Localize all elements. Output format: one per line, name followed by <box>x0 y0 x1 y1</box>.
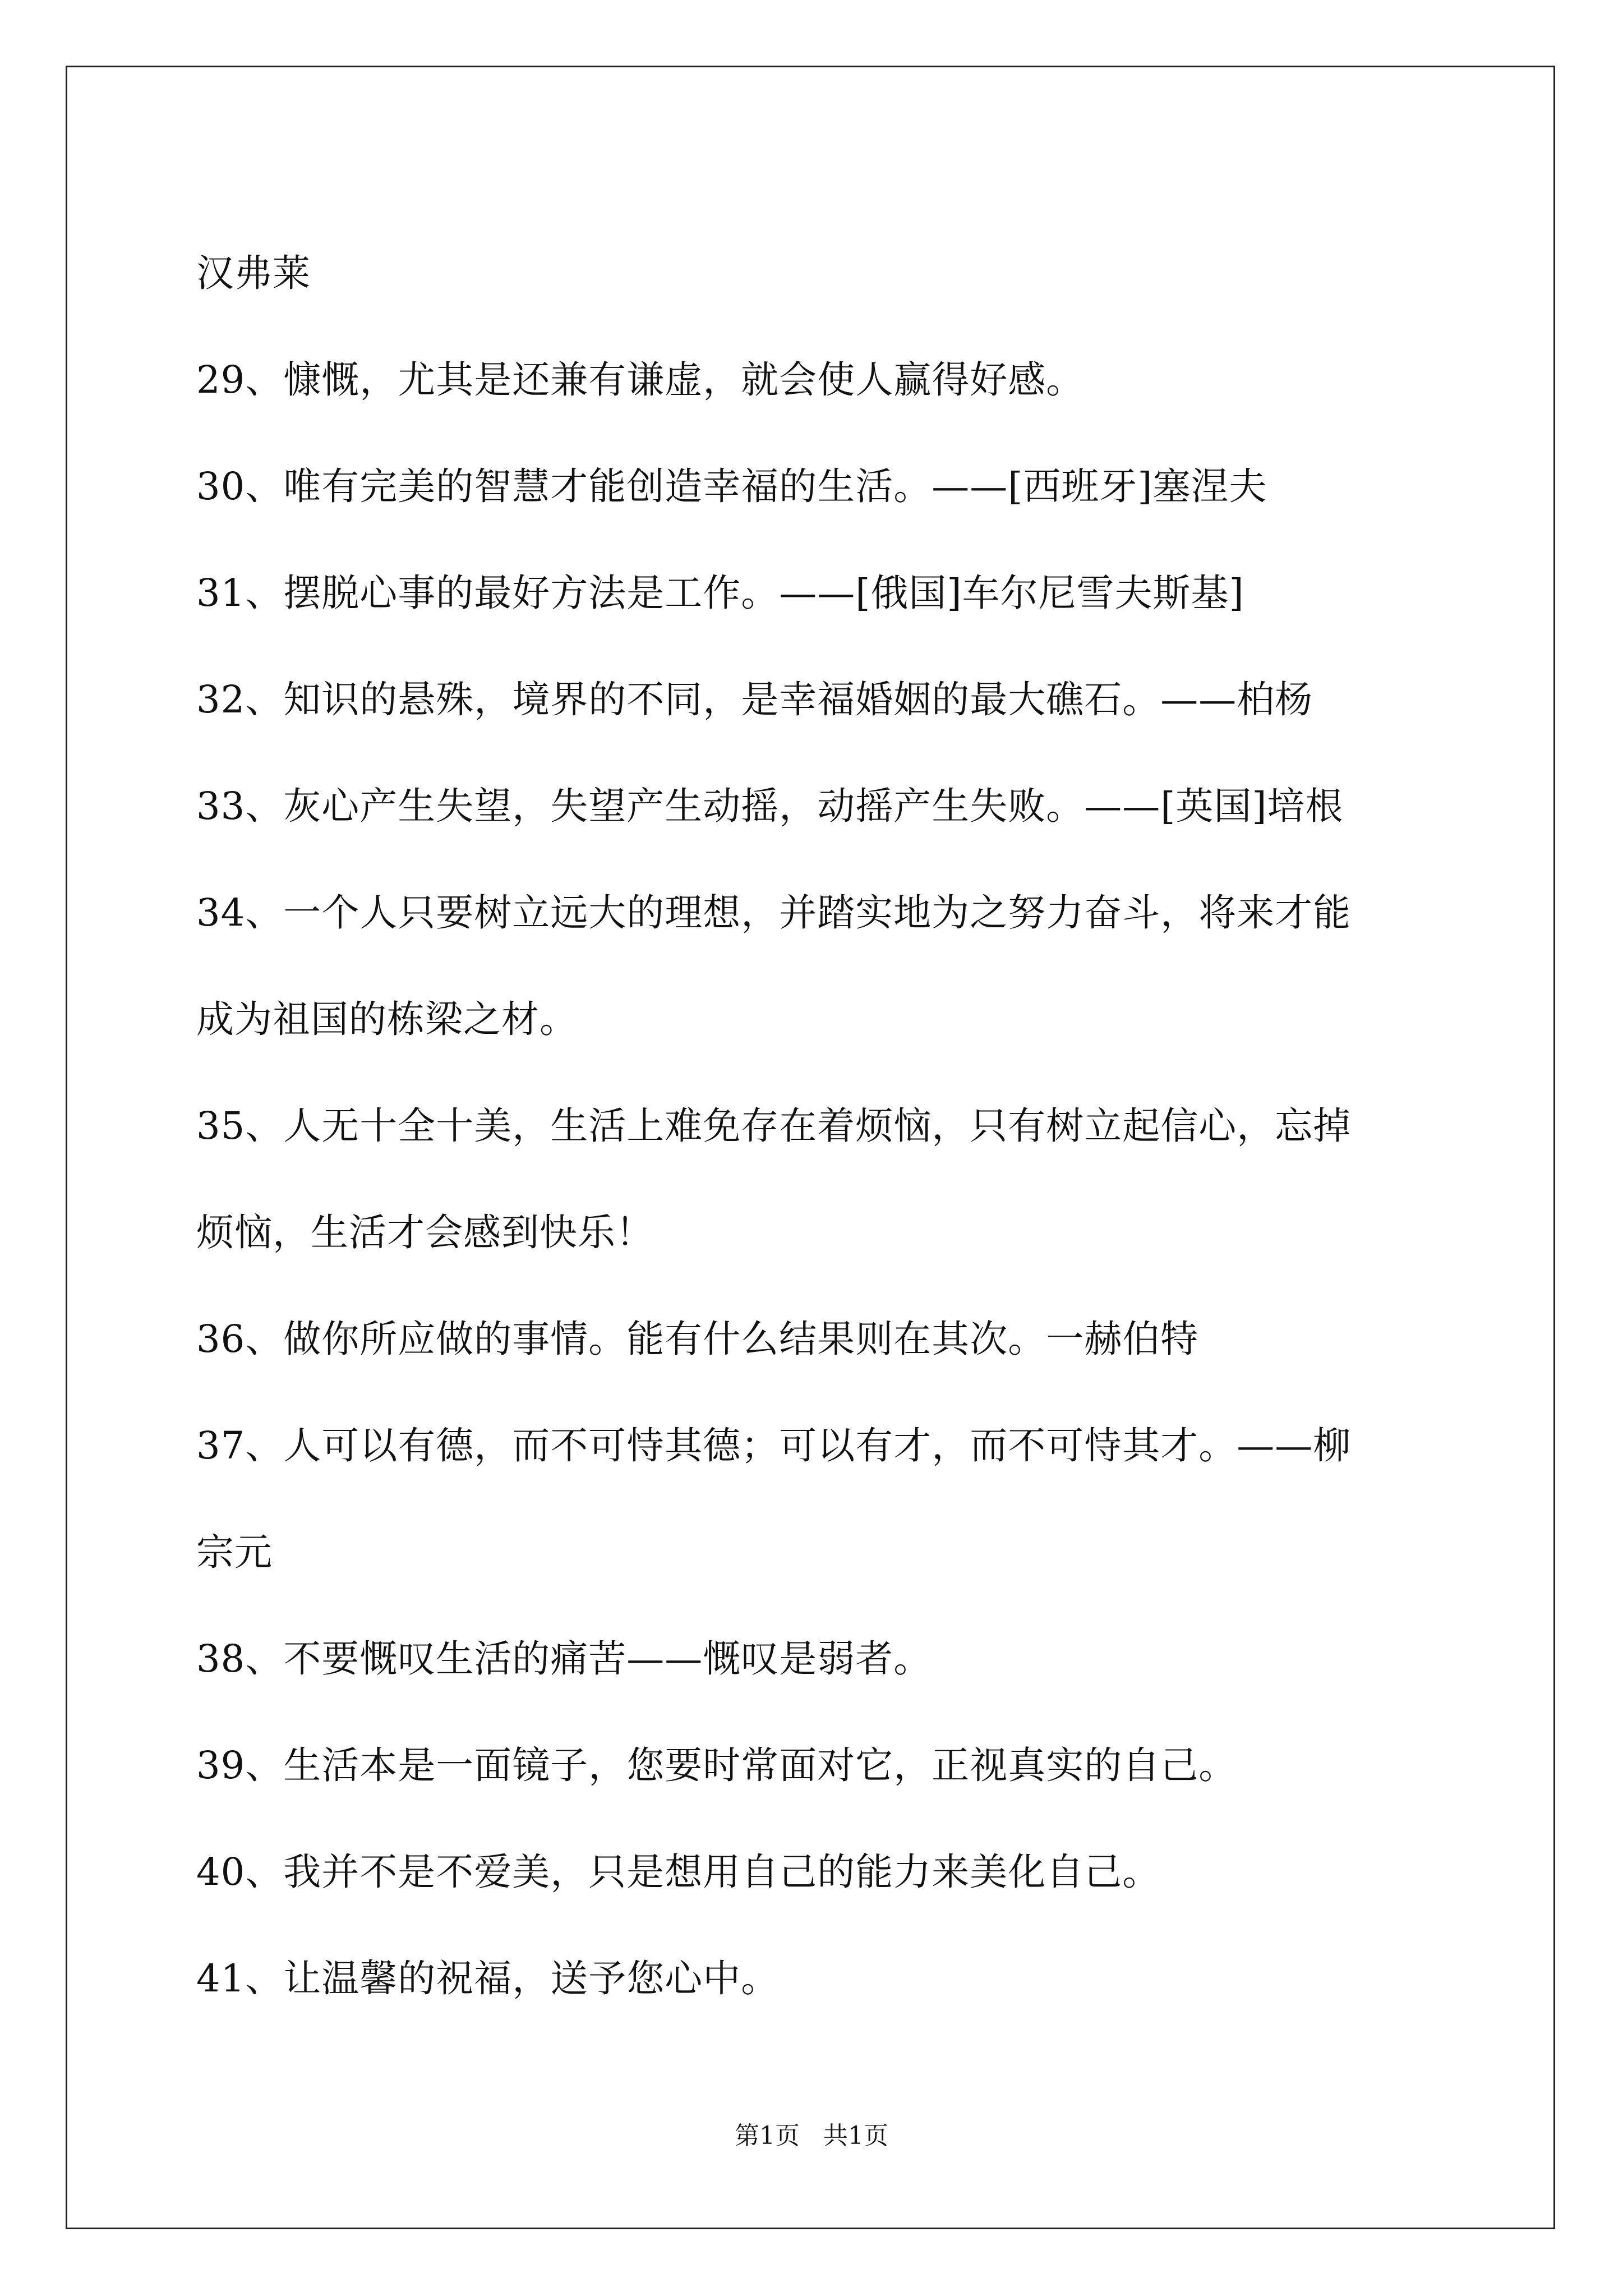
text-line: 31、摆脱心事的最好方法是工作。——[俄国]车尔尼雪夫斯基] <box>196 571 1244 615</box>
text-line: 40、我并不是不爱美，只是想用自己的能力来美化自己。 <box>196 1850 1161 1894</box>
text-line: 38、不要慨叹生活的痛苦——慨叹是弱者。 <box>196 1637 932 1681</box>
text-line: 33、灰心产生失望，失望产生动摇，动摇产生失败。——[英国]培根 <box>196 784 1344 828</box>
page-number-footer: 第1页 共1页 <box>735 2122 888 2150</box>
text-line: 汉弗莱 <box>196 251 311 295</box>
text-line: 34、一个人只要树立远大的理想，并踏实地为之努力奋斗，将来才能 <box>196 891 1352 935</box>
text-line: 30、唯有完美的智慧才能创造幸福的生活。——[西班牙]塞涅夫 <box>196 464 1267 508</box>
document-body <box>196 220 1430 2032</box>
text-line: 41、让温馨的祝福，送予您心中。 <box>196 1957 780 2000</box>
text-line: 29、慷慨，尤其是还兼有谦虚，就会使人赢得好感。 <box>196 358 1085 402</box>
text-line: 烦恼，生活才会感到快乐！ <box>196 1211 654 1254</box>
text-line: 37、人可以有德，而不可恃其德；可以有才，而不可恃其才。——柳 <box>196 1424 1352 1467</box>
text-line: 32、知识的悬殊，境界的不同，是幸福婚姻的最大礁石。——柏杨 <box>196 678 1313 721</box>
text-line: 36、做你所应做的事情。能有什么结果则在其次。一赫伯特 <box>196 1317 1199 1361</box>
text-line: 宗元 <box>196 1530 273 1574</box>
text-line: 35、人无十全十美，生活上难免存在着烦恼，只有树立起信心，忘掉 <box>196 1104 1352 1148</box>
text-line: 成为祖国的栋梁之材。 <box>196 997 578 1041</box>
text-line: 39、生活本是一面镜子，您要时常面对它，正视真实的自己。 <box>196 1743 1237 1787</box>
